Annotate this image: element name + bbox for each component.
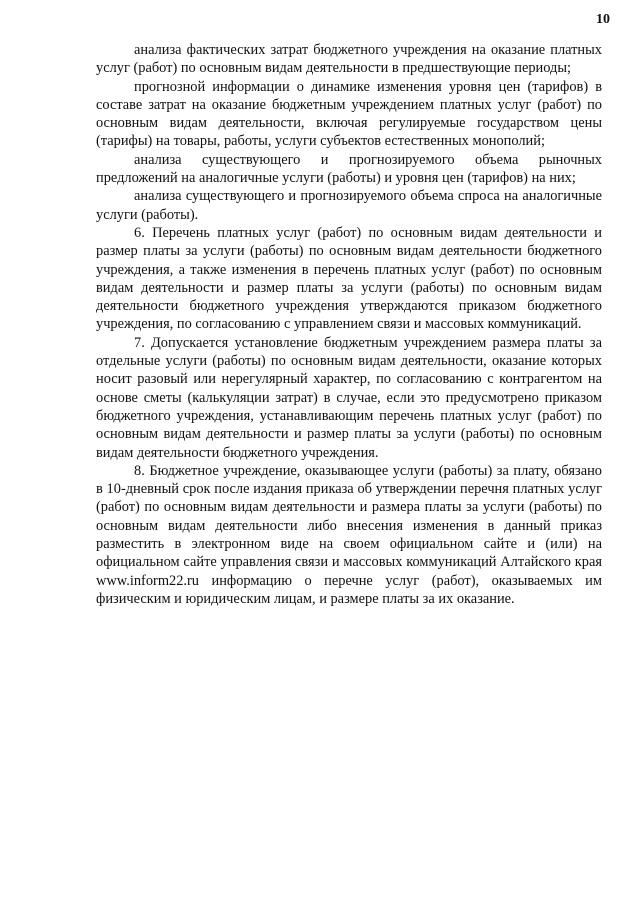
paragraph-item-6: 6. Перечень платных услуг (работ) по основным видам деятельности и размер платы за услуги (работы) по основным видам деятельности бюджетного учреждения, а также изменения в перечень платных услуг (работ) по основным видам деятельности и размер платы за услуги (работы) по основным видам деятельности бюджетного учреждения утверждаются приказом бюджетного учреждения, по согласованию с управлением связи и массовых коммуникаций. — [96, 224, 602, 333]
paragraph-market-supply: анализа существующего и прогнозируемого объема рыночных предложений на аналогичные услуги (работы) и уровня цен (тарифов) на них; — [96, 151, 602, 187]
paragraph-price-forecast: прогнозной информации о динамике изменения уровня цен (тарифов) в составе затрат на оказание бюджетным учреждением платных услуг (работ) по основным видам деятельности, включая регулируемые государством цены (тарифы) на товары, работы, услуги субъектов естественных монополий; — [96, 78, 602, 150]
page-number: 10 — [596, 12, 610, 27]
paragraph-cost-analysis: анализа фактических затрат бюджетного учреждения на оказание платных услуг (работ) по основным видам деятельности в предшествующие периоды; — [96, 42, 602, 77]
document-body — [96, 41, 602, 608]
paragraph-item-7: 7. Допускается установление бюджетным учреждением размера платы за отдельные услуги (работы) по основным видам деятельности, оказание которых носит разовый или нерегулярный характер, по согласованию с контрагентом на основе сметы (калькуляции затрат) в случае, если это предусмотрено приказом бюджетного учреждения, устанавливающим перечень платных услуг (работ) по основным видам деятельности и размер платы за услуги (работы) по основным видам деятельности бюджетного учреждения. — [96, 334, 602, 461]
paragraph-demand-analysis: анализа существующего и прогнозируемого объема спроса на аналогичные услуги (работы). — [96, 188, 602, 223]
paragraph-item-8: 8. Бюджетное учреждение, оказывающее услуги (работы) за плату, обязано в 10-дневный срок после издания приказа об утверждении перечня платных услуг (работ) по основным видам деятельности и размера платы за услуги (работы) по основным видам деятельности либо внесения изменения в данный приказ разместить в электронном виде на своем официальном сайте и (или) на официальном сайте управления связи и массовых коммуникаций Алтайского края www.inform22.ru информацию о перечне услуг (работ), оказываемых им физическим и юридическим лицам, и размере платы за их оказание. — [96, 462, 602, 607]
